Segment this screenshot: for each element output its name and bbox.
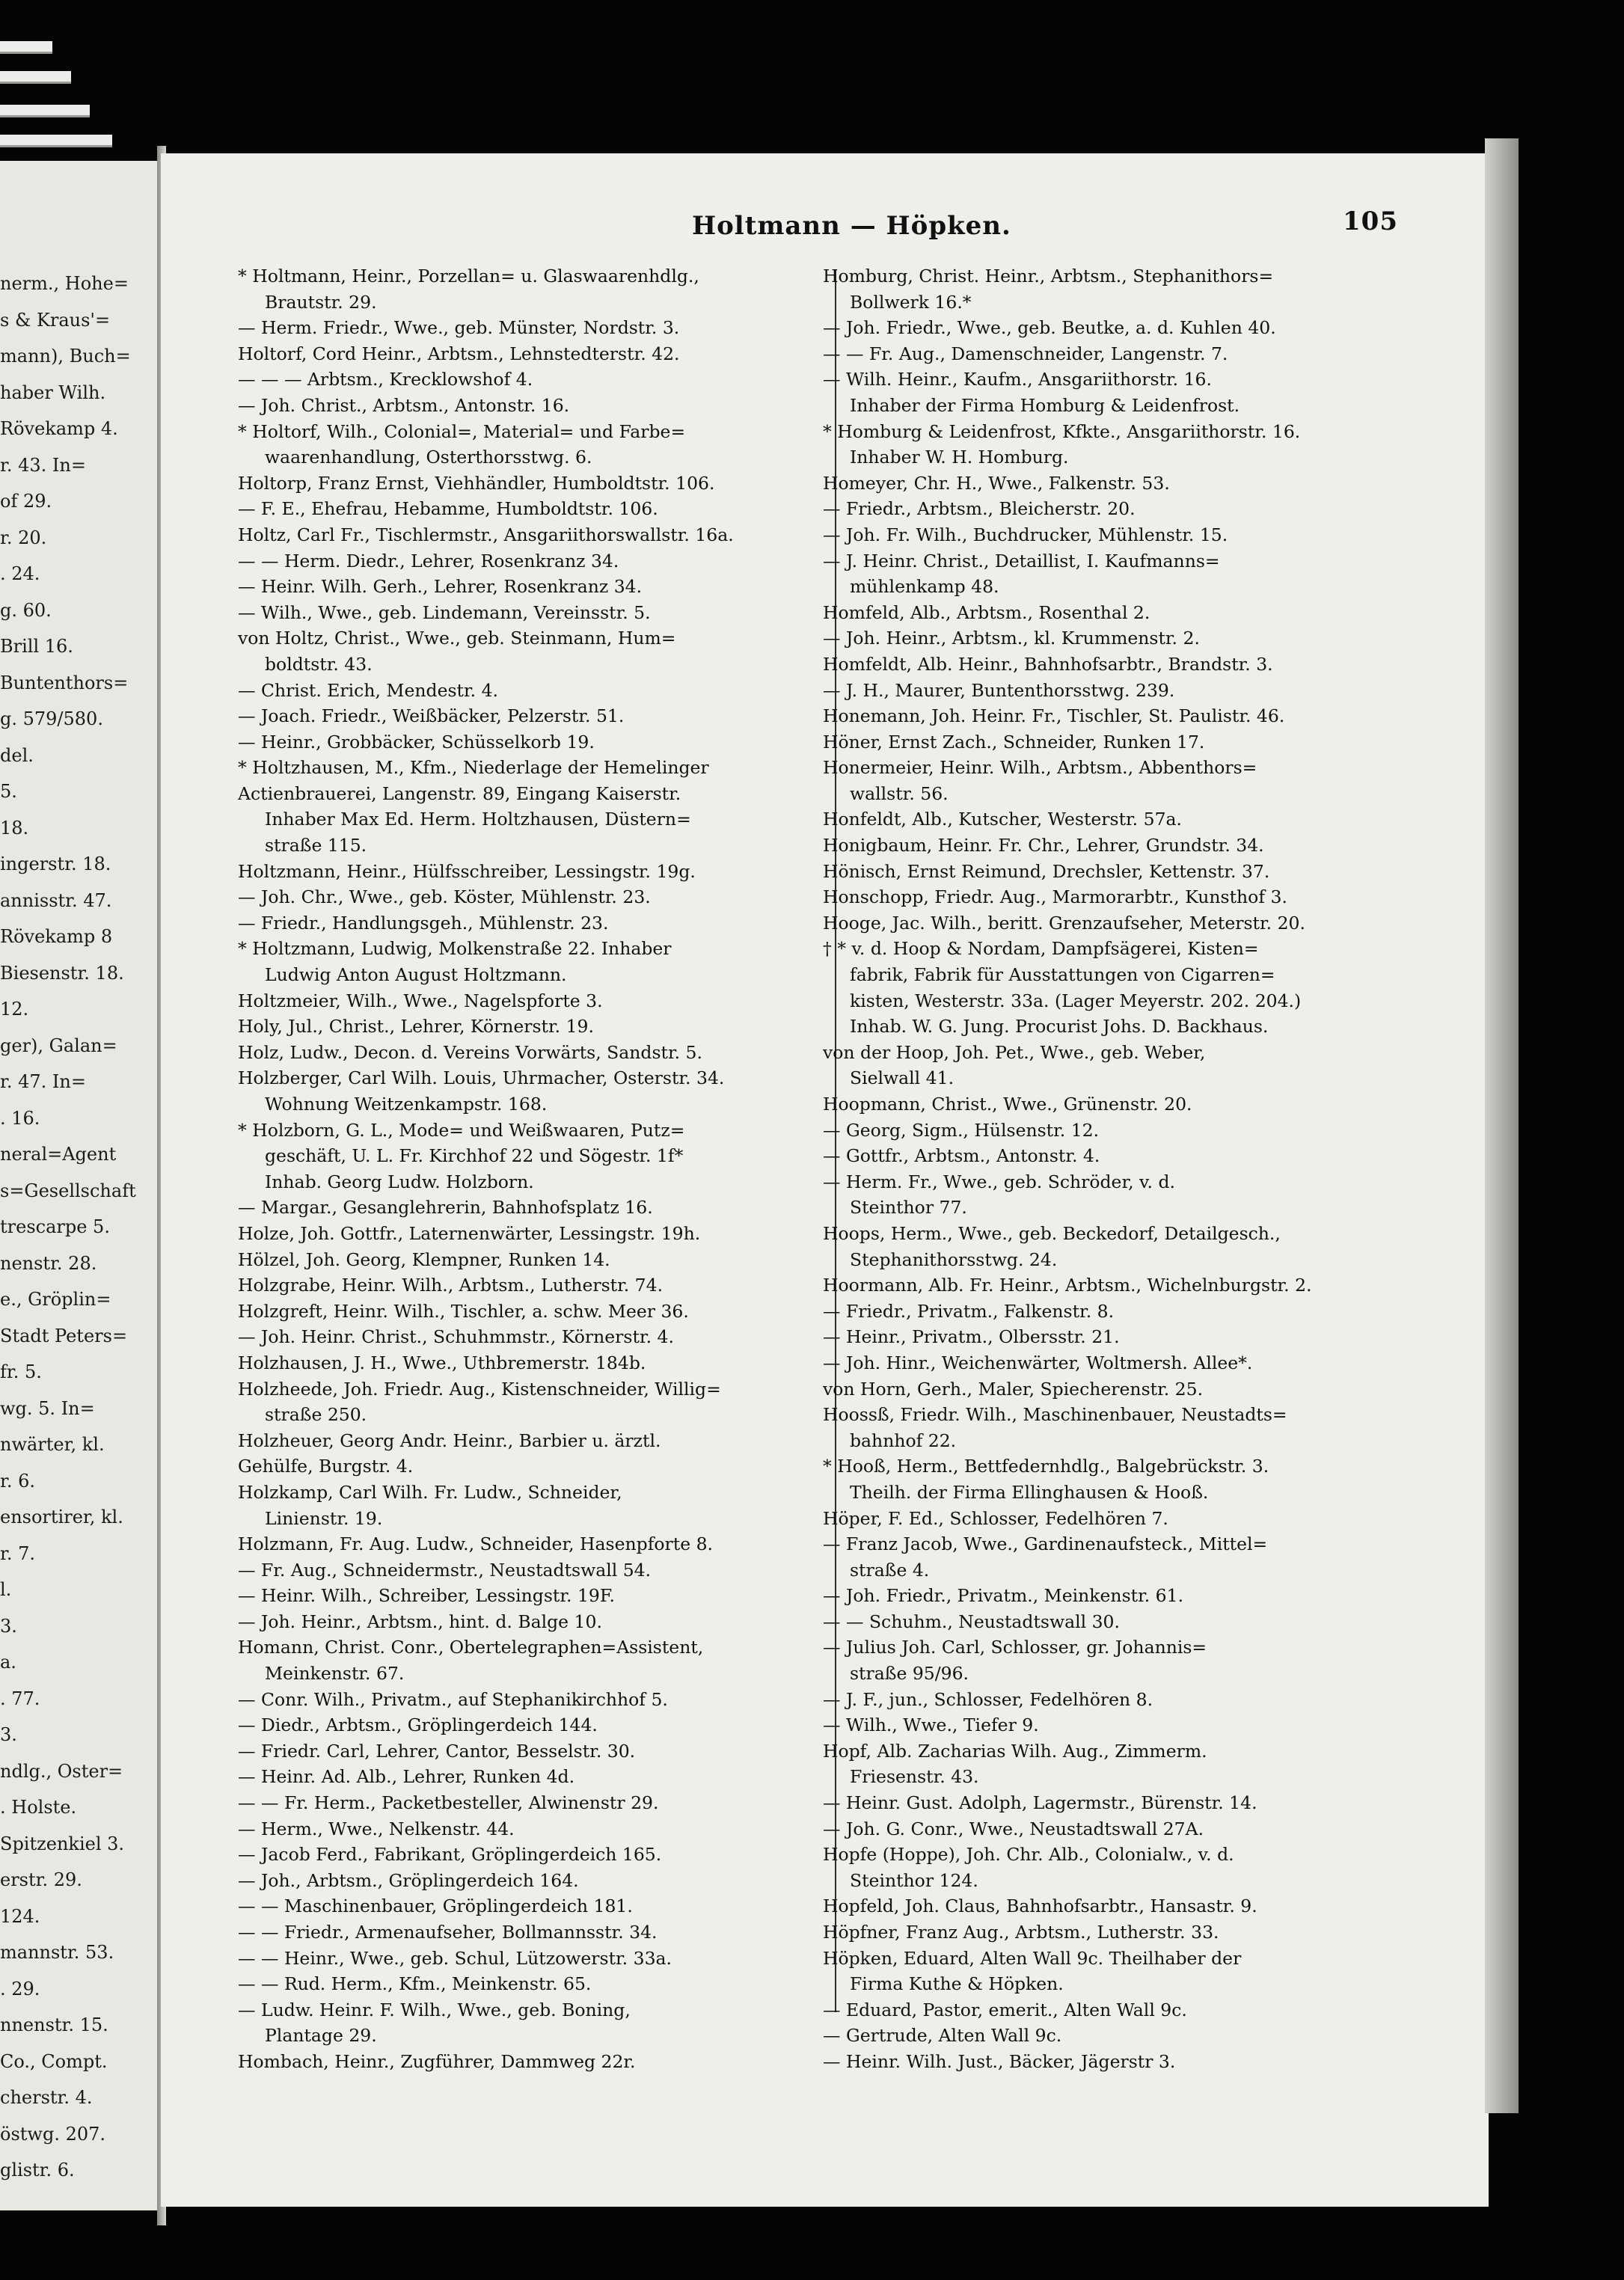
left-page-line-fragment: a.: [0, 1652, 16, 1673]
directory-entry-line: — Joh. Heinr., Arbtsm., hint. d. Balge 10.: [238, 1611, 602, 1632]
left-page-line-fragment: e., Gröplin=: [0, 1289, 111, 1310]
left-page-line-fragment: del.: [0, 744, 34, 766]
directory-entry-line: — Heinr., Grobbäcker, Schüsselkorb 19.: [238, 731, 595, 753]
directory-entry-line: — Heinr., Privatm., Olbersstr. 21.: [823, 1326, 1120, 1348]
directory-entry-line: — Margar., Gesanglehrerin, Bahnhofsplatz 16.: [238, 1197, 653, 1219]
directory-entry-line: Holzkamp, Carl Wilh. Fr. Ludw., Schneider,: [238, 1481, 622, 1503]
directory-entry-line: Holzgrabe, Heinr. Wilh., Arbtsm., Lutherstr. 74.: [238, 1275, 664, 1296]
directory-entry-line: waarenhandlung, Osterthorsstwg. 6.: [265, 447, 592, 468]
page-number: 105: [1343, 206, 1398, 236]
directory-entry-line: Holzhausen, J. H., Wwe., Uthbremerstr. 184b.: [238, 1352, 646, 1373]
left-page-line-fragment: nenstr. 28.: [0, 1252, 97, 1274]
left-page-line-fragment: glistr. 6.: [0, 2160, 75, 2181]
directory-entry-line: * Holtzhausen, M., Kfm., Niederlage der Hemelinger: [238, 757, 709, 779]
left-page-line-fragment: g. 60.: [0, 599, 52, 621]
directory-entry-line: — J. H., Maurer, Buntenthorsstwg. 239.: [823, 679, 1175, 701]
directory-entry-line: † * v. d. Hoop & Nordam, Dampfsägerei, Kisten=: [823, 938, 1259, 960]
left-page-line-fragment: Brill 16.: [0, 636, 73, 657]
directory-entry-line: straße 4.: [850, 1559, 930, 1581]
left-page-line-fragment: 18.: [0, 817, 29, 839]
directory-entry-line: Honschopp, Friedr. Aug., Marmorarbtr., Kunsthof 3.: [823, 886, 1287, 908]
directory-entry-line: Homfeldt, Alb. Heinr., Bahnhofsarbtr., Brandstr. 3.: [823, 653, 1273, 675]
directory-entry-line: — Herm., Wwe., Nelkenstr. 44.: [238, 1818, 515, 1839]
directory-entry-line: Honigbaum, Heinr. Fr. Chr., Lehrer, Grundstr. 34.: [823, 835, 1264, 856]
directory-entry-line: — Joh. Friedr., Privatm., Meinkenstr. 61.: [823, 1585, 1184, 1607]
left-page-line-fragment: mann), Buch=: [0, 346, 131, 367]
directory-entry-line: — Conr. Wilh., Privatm., auf Stephanikirchhof 5.: [238, 1688, 668, 1710]
directory-entry-line: Hoormann, Alb. Fr. Heinr., Arbtsm., Wichelnburgstr. 2.: [823, 1275, 1312, 1296]
directory-entry-line: Hoopmann, Christ., Wwe., Grünenstr. 20.: [823, 1094, 1192, 1115]
directory-entry-line: — Heinr. Wilh., Schreiber, Lessingstr. 19F.: [238, 1585, 615, 1607]
directory-entry-line: Hopfe (Hoppe), Joh. Chr. Alb., Colonialw., v. d.: [823, 1844, 1234, 1866]
directory-entry-line: * Holtmann, Heinr., Porzellan= u. Glaswaarenhdlg.,: [238, 266, 699, 286]
left-page-line-fragment: l.: [0, 1579, 12, 1600]
directory-entry-line: — Joh. Christ., Arbtsm., Antonstr. 16.: [238, 394, 570, 416]
directory-entry-line: — Georg, Sigm., Hülsenstr. 12.: [823, 1119, 1100, 1141]
directory-entry-line: — — Fr. Aug., Damenschneider, Langenstr. 7.: [823, 343, 1228, 364]
directory-entry-line: Honemann, Joh. Heinr. Fr., Tischler, St. Paulistr. 46.: [823, 705, 1285, 727]
directory-entry-line: Holtorf, Cord Heinr., Arbtsm., Lehnstedterstr. 42.: [238, 343, 680, 364]
directory-entry-line: Hombach, Heinr., Zugführer, Dammweg 22r.: [238, 2050, 636, 2072]
directory-entry-line: * Holzborn, G. L., Mode= und Weißwaaren, Putz=: [238, 1119, 685, 1141]
directory-entry-line: — Friedr. Carl, Lehrer, Cantor, Besselstr. 30.: [238, 1740, 636, 1762]
left-page-line-fragment: . 29.: [0, 1978, 40, 1999]
left-page-line-fragment: s & Kraus'=: [0, 309, 111, 331]
directory-column-left: [238, 263, 844, 2075]
directory-entry-line: Hoossß, Friedr. Wilh., Maschinenbauer, Neustadts=: [823, 1404, 1287, 1426]
directory-entry-line: Hoops, Herm., Wwe., geb. Beckedorf, Detailgesch.,: [823, 1222, 1281, 1244]
directory-entry-line: — Gertrude, Alten Wall 9c.: [823, 2025, 1062, 2047]
directory-entry-line: Honfeldt, Alb., Kutscher, Westerstr. 57a.: [823, 809, 1183, 830]
directory-entry-line: — Herm. Fr., Wwe., geb. Schröder, v. d.: [823, 1171, 1175, 1192]
directory-entry-line: — Wilh., Wwe., Tiefer 9.: [823, 1714, 1039, 1736]
directory-entry-line: — — Maschinenbauer, Gröplingerdeich 181.: [238, 1896, 633, 1917]
directory-entry-line: Plantage 29.: [265, 2025, 377, 2047]
directory-entry-line: wallstr. 56.: [850, 782, 949, 804]
directory-entry-line: straße 95/96.: [850, 1663, 969, 1685]
left-page-line-fragment: Co., Compt.: [0, 2050, 108, 2072]
directory-entry-line: von Horn, Gerh., Maler, Spiecherenstr. 25.: [823, 1378, 1204, 1400]
directory-entry-line: — Ludw. Heinr. F. Wilh., Wwe., geb. Boning,: [238, 1999, 631, 2020]
directory-entry-line: Linienstr. 19.: [265, 1507, 383, 1529]
directory-entry-line: Hönisch, Ernst Reimund, Drechsler, Kettenstr. 37.: [823, 860, 1270, 882]
directory-entry-line: — Heinr. Ad. Alb., Lehrer, Runken 4d.: [238, 1766, 575, 1788]
directory-entry-line: Homburg, Christ. Heinr., Arbtsm., Stephanithors=: [823, 266, 1274, 286]
directory-entry-line: Stephanithorsstwg. 24.: [850, 1248, 1058, 1270]
left-page-line-fragment: wg. 5. In=: [0, 1397, 95, 1419]
left-page-line-fragment: nwärter, kl.: [0, 1434, 105, 1455]
directory-entry-line: — J. F., jun., Schlosser, Fedelhören 8.: [823, 1688, 1153, 1710]
directory-entry-line: straße 115.: [265, 835, 367, 856]
directory-entry-line: Bollwerk 16.*: [850, 291, 972, 313]
left-page-line-fragment: nerm., Hohe=: [0, 273, 129, 294]
directory-entry-line: Hopfeld, Joh. Claus, Bahnhofsarbtr., Hansastr. 9.: [823, 1896, 1257, 1917]
left-page-line-fragment: annisstr. 47.: [0, 889, 112, 911]
directory-entry-line: Holtz, Carl Fr., Tischlermstr., Ansgariithorswallstr. 16a.: [238, 524, 734, 545]
directory-entry-line: — Franz Jacob, Wwe., Gardinenaufsteck., Mittel=: [823, 1533, 1268, 1555]
directory-entry-line: Ludwig Anton August Holtzmann.: [265, 964, 567, 986]
left-page-fragment: [0, 161, 159, 2210]
directory-entry-line: — Joh., Arbtsm., Gröplingerdeich 164.: [238, 1869, 579, 1891]
left-page-line-fragment: ger), Galan=: [0, 1035, 117, 1056]
left-page-line-fragment: r. 6.: [0, 1470, 35, 1492]
directory-entry-line: — Joh. Heinr. Christ., Schuhmmstr., Körnerstr. 4.: [238, 1326, 674, 1348]
directory-entry-line: Steinthor 124.: [850, 1869, 978, 1891]
directory-entry-line: Hopf, Alb. Zacharias Wilh. Aug., Zimmerm.: [823, 1740, 1207, 1762]
directory-entry-line: — Joh. Chr., Wwe., geb. Köster, Mühlenstr. 23.: [238, 886, 651, 908]
left-page-line-fragment: r. 43. In=: [0, 454, 86, 476]
directory-entry-line: Holzberger, Carl Wilh. Louis, Uhrmacher, Osterstr. 34.: [238, 1067, 725, 1089]
directory-entry-line: Holzheuer, Georg Andr. Heinr., Barbier u. ärztl.: [238, 1429, 661, 1451]
directory-entry-line: Holzheede, Joh. Friedr. Aug., Kistenschneider, Willig=: [238, 1378, 721, 1400]
directory-entry-line: — — Schuhm., Neustadtswall 30.: [823, 1611, 1120, 1632]
left-page-line-fragment: . 16.: [0, 1107, 40, 1129]
directory-entry-line: * Holtzmann, Ludwig, Molkenstraße 22. Inhaber: [238, 938, 672, 960]
left-page-line-fragment: östwg. 207.: [0, 2123, 106, 2145]
directory-entry-line: — Fr. Aug., Schneidermstr., Neustadtswall 54.: [238, 1559, 652, 1581]
left-page-line-fragment: r. 47. In=: [0, 1071, 86, 1092]
directory-entry-line: Friesenstr. 43.: [850, 1766, 979, 1788]
directory-entry-line: Holtorp, Franz Ernst, Viehhändler, Humboldtstr. 106.: [238, 472, 715, 494]
directory-entry-line: — Joh. Friedr., Wwe., geb. Beutke, a. d. Kuhlen 40.: [823, 317, 1276, 339]
directory-entry-line: Theilh. der Firma Ellinghausen & Hooß.: [850, 1481, 1209, 1503]
directory-entry-line: — Herm. Friedr., Wwe., geb. Münster, Nordstr. 3.: [238, 317, 680, 339]
left-page-line-fragment: Biesenstr. 18.: [0, 962, 124, 984]
directory-entry-line: — Heinr. Wilh. Gerh., Lehrer, Rosenkranz 34.: [238, 576, 643, 598]
directory-entry-line: — Friedr., Privatm., Falkenstr. 8.: [823, 1300, 1115, 1322]
left-page-line-fragment: cherstr. 4.: [0, 2087, 93, 2108]
directory-entry-line: Höper, F. Ed., Schlosser, Fedelhören 7.: [823, 1507, 1168, 1529]
directory-entry-line: — Friedr., Arbtsm., Bleicherstr. 20.: [823, 498, 1136, 520]
directory-entry-line: Holy, Jul., Christ., Lehrer, Körnerstr. 19.: [238, 1016, 594, 1038]
directory-entry-line: Höner, Ernst Zach., Schneider, Runken 17.: [823, 731, 1205, 753]
directory-entry-line: boldtstr. 43.: [265, 653, 373, 675]
directory-entry-line: * Holtorf, Wilh., Colonial=, Material= und Farbe=: [238, 420, 686, 442]
left-page-line-fragment: s=Gesellschaft: [0, 1180, 136, 1201]
directory-entry-line: * Hooß, Herm., Bettfedernhdlg., Balgebrückstr. 3.: [823, 1456, 1269, 1477]
left-page-line-fragment: neral=Agent: [0, 1144, 117, 1165]
directory-entry-line: von Holtz, Christ., Wwe., geb. Steinmann, Hum=: [238, 628, 676, 649]
directory-entry-line: — Joh. Heinr., Arbtsm., kl. Krummenstr. 2.: [823, 628, 1200, 649]
left-page-line-fragment: . 77.: [0, 1688, 40, 1709]
directory-entry-line: fabrik, Fabrik für Ausstattungen von Cigarren=: [850, 964, 1275, 986]
directory-entry-line: — Gottfr., Arbtsm., Antonstr. 4.: [823, 1145, 1100, 1167]
directory-column-right: [823, 263, 1384, 2075]
left-page-line-fragment: ingerstr. 18.: [0, 854, 111, 874]
left-page-line-fragment: 3.: [0, 1615, 17, 1637]
directory-entry-line: — Heinr. Wilh. Just., Bäcker, Jägerstr 3.: [823, 2050, 1176, 2072]
directory-entry-line: — Joh. G. Conr., Wwe., Neustadtswall 27A.: [823, 1818, 1204, 1839]
directory-entry-line: Holtzmeier, Wilh., Wwe., Nagelspforte 3.: [238, 990, 603, 1011]
directory-entry-line: Brautstr. 29.: [265, 291, 377, 313]
left-page-line-fragment: 5.: [0, 781, 17, 802]
directory-entry-line: von der Hoop, Joh. Pet., Wwe., geb. Weber,: [823, 1041, 1206, 1063]
left-page-line-fragment: . 24.: [0, 563, 40, 584]
directory-entry-line: geschäft, U. L. Fr. Kirchhof 22 und Sögestr. 1f*: [265, 1145, 684, 1167]
left-page-line-fragment: Spitzenkiel 3.: [0, 1833, 125, 1854]
directory-entry-line: — — Heinr., Wwe., geb. Schul, Lützowerstr. 33a.: [238, 1947, 672, 1969]
directory-entry-line: Homann, Christ. Conr., Obertelegraphen=Assistent,: [238, 1637, 704, 1658]
directory-entry-line: Inhab. W. G. Jung. Procurist Johs. D. Backhaus.: [850, 1016, 1269, 1038]
page-stack-edge: [0, 71, 71, 84]
left-page-line-fragment: Buntenthors=: [0, 672, 129, 693]
left-page-line-fragment: 12.: [0, 999, 29, 1020]
directory-entry-line: Inhaber W. H. Homburg.: [850, 447, 1069, 468]
directory-entry-line: Inhab. Georg Ludw. Holzborn.: [265, 1171, 534, 1192]
left-page-line-fragment: . Holste.: [0, 1797, 77, 1818]
left-page-line-fragment: ensortirer, kl.: [0, 1507, 123, 1527]
directory-entry-line: Inhaber der Firma Homburg & Leidenfrost.: [850, 394, 1240, 416]
directory-entry-line: — Joh. Fr. Wilh., Buchdrucker, Mühlenstr. 15.: [823, 524, 1228, 545]
directory-entry-line: bahnhof 22.: [850, 1429, 957, 1451]
directory-entry-line: — F. E., Ehefrau, Hebamme, Humboldtstr. 106.: [238, 498, 658, 520]
directory-entry-line: Honermeier, Heinr. Wilh., Arbtsm., Abbenthors=: [823, 757, 1257, 779]
left-page-line-fragment: erstr. 29.: [0, 1869, 82, 1890]
left-page-line-fragment: nnenstr. 15.: [0, 2014, 108, 2035]
directory-entry-line: Homfeld, Alb., Arbtsm., Rosenthal 2.: [823, 601, 1150, 623]
left-page-line-fragment: r. 7.: [0, 1542, 35, 1564]
directory-entry-line: Inhaber Max Ed. Herm. Holtzhausen, Düstern=: [265, 809, 691, 830]
left-page-line-fragment: mannstr. 53.: [0, 1942, 114, 1963]
directory-entry-line: Steinthor 77.: [850, 1197, 967, 1219]
directory-entry-line: — Christ. Erich, Mendestr. 4.: [238, 679, 498, 701]
directory-entry-line: — Wilh., Wwe., geb. Lindemann, Vereinsstr. 5.: [238, 601, 651, 623]
directory-entry-line: — Jacob Ferd., Fabrikant, Gröplingerdeich 165.: [238, 1844, 662, 1866]
directory-entry-line: — — — Arbtsm., Krecklowshof 4.: [238, 369, 533, 390]
directory-entry-line: Holze, Joh. Gottfr., Laternenwärter, Lessingstr. 19h.: [238, 1222, 701, 1244]
directory-entry-line: — Eduard, Pastor, emerit., Alten Wall 9c.: [823, 1999, 1187, 2020]
directory-entry-line: * Homburg & Leidenfrost, Kfkte., Ansgariithorstr. 16.: [823, 420, 1301, 442]
left-page-line-fragment: fr. 5.: [0, 1361, 42, 1382]
directory-entry-line: — Joach. Friedr., Weißbäcker, Pelzerstr. 51.: [238, 705, 625, 727]
directory-entry-line: Holzgreft, Heinr. Wilh., Tischler, a. schw. Meer 36.: [238, 1300, 689, 1322]
directory-entry-line: — Friedr., Handlungsgeh., Mühlenstr. 23.: [238, 912, 609, 934]
left-page-line-fragment: 124.: [0, 1905, 40, 1927]
directory-entry-line: — — Friedr., Armenaufseher, Bollmannsstr. 34.: [238, 1922, 658, 1943]
left-page-line-fragment: r. 20.: [0, 527, 47, 548]
left-page-line-fragment: Stadt Peters=: [0, 1325, 128, 1346]
directory-entry-line: — — Rud. Herm., Kfm., Meinkenstr. 65.: [238, 1973, 592, 1995]
directory-entry-line: Holtzmann, Heinr., Hülfsschreiber, Lessingstr. 19g.: [238, 860, 696, 882]
directory-entry-line: Wohnung Weitzenkampstr. 168.: [265, 1094, 548, 1115]
page-stack-edge: [0, 135, 112, 147]
page-edge-shadow: [1485, 138, 1519, 2113]
left-page-line-fragment: Rövekamp 4.: [0, 418, 118, 439]
directory-entry-line: — — Fr. Herm., Packetbesteller, Alwinenstr 29.: [238, 1792, 659, 1814]
directory-entry-line: Holzmann, Fr. Aug. Ludw., Schneider, Hasenpforte 8.: [238, 1533, 714, 1555]
directory-entry-line: — Joh. Hinr., Weichenwärter, Woltmersh. Allee*.: [823, 1352, 1253, 1373]
directory-entry-line: Hooge, Jac. Wilh., beritt. Grenzaufseher, Meterstr. 20.: [823, 912, 1305, 934]
directory-entry-line: Meinkenstr. 67.: [265, 1663, 405, 1685]
directory-entry-line: Höpken, Eduard, Alten Wall 9c. Theilhaber der: [823, 1947, 1242, 1969]
directory-entry-line: — Julius Joh. Carl, Schlosser, gr. Johannis=: [823, 1637, 1207, 1658]
left-page-line-fragment: of 29.: [0, 491, 52, 512]
directory-entry-line: Holz, Ludw., Decon. d. Vereins Vorwärts, Sandstr. 5.: [238, 1041, 702, 1063]
directory-entry-line: Actienbrauerei, Langenstr. 89, Eingang Kaiserstr.: [238, 782, 681, 804]
directory-entry-line: — J. Heinr. Christ., Detaillist, I. Kaufmanns=: [823, 550, 1220, 571]
directory-entry-line: — Heinr. Gust. Adolph, Lagermstr., Bürenstr. 14.: [823, 1792, 1257, 1814]
left-page-line-fragment: ndlg., Oster=: [0, 1760, 123, 1782]
page-stack-edge: [0, 41, 52, 54]
directory-entry-line: Hölzel, Joh. Georg, Klempner, Runken 14.: [238, 1248, 610, 1270]
left-page-line-fragment: 3.: [0, 1724, 17, 1745]
directory-entry-line: — — Herm. Diedr., Lehrer, Rosenkranz 34.: [238, 550, 619, 571]
left-page-line-fragment: g. 579/580.: [0, 708, 103, 729]
directory-entry-line: — Wilh. Heinr., Kaufm., Ansgariithorstr. 16.: [823, 369, 1212, 390]
directory-entry-line: Höpfner, Franz Aug., Arbtsm., Lutherstr. 33.: [823, 1922, 1219, 1943]
page-stack-edge: [0, 105, 90, 117]
directory-entry-line: Sielwall 41.: [850, 1067, 955, 1089]
directory-entry-line: Firma Kuthe & Höpken.: [850, 1973, 1064, 1995]
directory-entry-line: Homeyer, Chr. H., Wwe., Falkenstr. 53.: [823, 472, 1170, 494]
left-page-line-fragment: trescarpe 5.: [0, 1216, 110, 1237]
directory-entry-line: kisten, Westerstr. 33a. (Lager Meyerstr. 202. 204.): [850, 990, 1302, 1011]
directory-entry-line: straße 250.: [265, 1404, 367, 1426]
directory-entry-line: — Diedr., Arbtsm., Gröplingerdeich 144.: [238, 1714, 598, 1736]
running-head: Holtmann — Höpken.: [692, 211, 1011, 241]
directory-entry-line: Gehülfe, Burgstr. 4.: [238, 1456, 414, 1477]
left-page-line-fragment: Rövekamp 8: [0, 926, 113, 947]
left-page-line-fragment: haber Wilh.: [0, 381, 106, 403]
directory-entry-line: mühlenkamp 48.: [850, 576, 999, 598]
